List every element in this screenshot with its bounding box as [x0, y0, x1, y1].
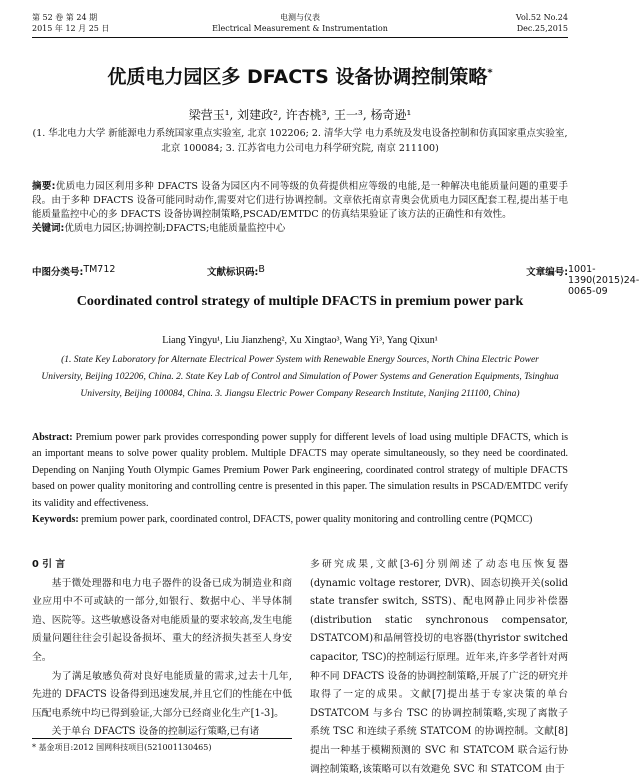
abstract-cn-text: 优质电力园区利用多种 DFACTS 设备为园区内不同等级的负荷提供相应等级的电能,是一种解决电能质量问题的重要手段。由于多种 DFACTS 设备可能同时动作,需要对它们进行协调控制。文章依托南京青奥会优质电力园区配套工程,提出基于电能质量监控中心的多 DFACTS 设备协调控制策略,PSCAD/EMTDC 的仿真结果验证了该方法的正确性和有效性。: [32, 181, 568, 220]
volume-cn: 第 52 卷 第 24 期: [32, 13, 98, 22]
abstract-en-label: Abstract:: [32, 432, 73, 443]
affiliation-en: (1. State Key Laboratory for Alternate Electrical Power System with Renewable Energy Sources, North China Electric Power University, Beijing 102206, China. 2. State Key Lab of Control and Simulation of Power Systems and Generation Equipments, Tsinghua University, Beijing 100084, China. 3. Jiangsu Electric Power Company Research Institute, Nanjing 211100, China): [41, 355, 559, 399]
running-header: [32, 12, 568, 38]
paper-title-cn: [0, 62, 600, 89]
abstract-cn-label: 摘要:: [32, 181, 56, 192]
abstract-en-text: Premium power park provides corresponding power supply for different levels of load using multiple DFACTS, which is an important means to solve power quality problem. Multiple DFACTS may operate simultaneously, so they need be coordinated. Depending on Nanjing Youth Olympic Games Premium Power Park engineering, coordinated control strategy of multiple DFACTS based on power quality monitoring and controlling centre is presented in this paper. The simulation results in PSCAD/EMTDC verify its validity and effectiveness.: [32, 432, 569, 509]
clc-value: TM712: [83, 264, 116, 275]
body-paragraph: 关于单台 DFACTS 设备的控制运行策略,已有诸: [51, 726, 260, 738]
authors-en: Liang Yingyu¹, Liu Jianzheng², Xu Xingtao³, Wang Yi³, Yang Qixun¹: [162, 335, 438, 346]
title-cn-text: 优质电力园区多 DFACTS 设备协调控制策略: [107, 66, 488, 88]
keywords-cn-label: 关键词:: [32, 223, 65, 234]
body-paragraph: 多研究成果,文献[3-6]分别阐述了动态电压恢复器(dynamic voltage restorer, DVR)、固态切换开关(solid state transfer switch, SSTS)、配电网静止同步补偿器(distribution static synchronous compensator, DSTATCOM)和晶闸管投切的电容器(thyristor switched capacitor, TSC)的控制运行原理。近年来,许多学者针对两种不同 DFACTS 设备的协调控制策略,开展了广泛的研究并取得了一定的成果。文献[7]提出基于专家决策的单台 DSTATCOM 与多台 TSC 的协调控制策略,实现了离散子系统 TSC 和连续子系统 STATCOM 的协调控制。文献[8]提出一种基于模糊预测的 SVC 和 STATCOM 联合运行协调控制策略,该策略可以有效避免 SVC 和 STATCOM 由于: [310, 559, 568, 775]
date-en: Dec.25,2015: [516, 24, 568, 33]
section-heading: 0 引 言: [32, 559, 66, 570]
clc-label: 中图分类号:: [32, 267, 84, 278]
body-paragraph: 为了满足敏感负荷对良好电能质量的需求,过去十几年,先进的 DFACTS 设备得到迅速发展,并且它们的性能在中低压配电系统中均已得到验证,大部分已经商业化生产[1-3]。: [32, 670, 292, 719]
header-center: [32, 12, 568, 34]
article-no-value: 1001-1390(2015)24-0065-09: [568, 264, 639, 297]
volume-en: Vol.52 No.24: [515, 13, 568, 22]
doc-code-value: B: [258, 264, 265, 275]
authors-cn: 梁营玉¹, 刘建政², 许杏桃³, 王一³, 杨奇逊¹: [188, 108, 412, 122]
doc-code-label: 文献标识码:: [207, 267, 259, 278]
classification-row: [32, 264, 639, 297]
title-footnote-mark: *: [487, 67, 493, 79]
keywords-cn-text: 优质电力园区;协调控制;DFACTS;电能质量监控中心: [64, 223, 286, 234]
date-cn: 2015 年 12 月 25 日: [32, 24, 110, 33]
affiliation-cn: (1. 华北电力大学 新能源电力系统国家重点实验室, 北京 102206; 2. 清华大学 电力系统及发电设备控制和仿真国家重点实验室, 北京 100084; 3. 江苏省电力公司电力科学研究院, 南京 211100): [32, 128, 568, 154]
abstract-en: [32, 430, 568, 528]
abstract-cn: [32, 180, 568, 236]
body-column-right: [310, 556, 568, 779]
journal-en: Electrical Measurement & Instrumentation: [212, 24, 388, 33]
article-no-label: 文章编号:: [526, 267, 568, 278]
footnote: * 基金项目:2012 国网科技项目(521001130465): [32, 738, 292, 753]
header-right: [516, 12, 568, 34]
journal-cn: 电测与仪表: [280, 13, 320, 22]
body-paragraph: 基于微处理器和电力电子器件的设备已成为制造业和商业应用中不可或缺的一部分,如银行、数据中心、半导体制造、医院等。这些敏感设备对电能质量的要求较高,发生电能质量问题往往会引起设备损坏、重大的经济损失甚至人身安全。: [32, 577, 292, 663]
keywords-en-text: premium power park, coordinated control, DFACTS, power quality monitoring and controlling centre (PQMCC): [81, 514, 533, 526]
body-column-left: [32, 556, 292, 742]
keywords-en-label: Keywords:: [32, 514, 79, 526]
paper-title-en: Coordinated control strategy of multiple DFACTS in premium power park: [76, 294, 524, 309]
